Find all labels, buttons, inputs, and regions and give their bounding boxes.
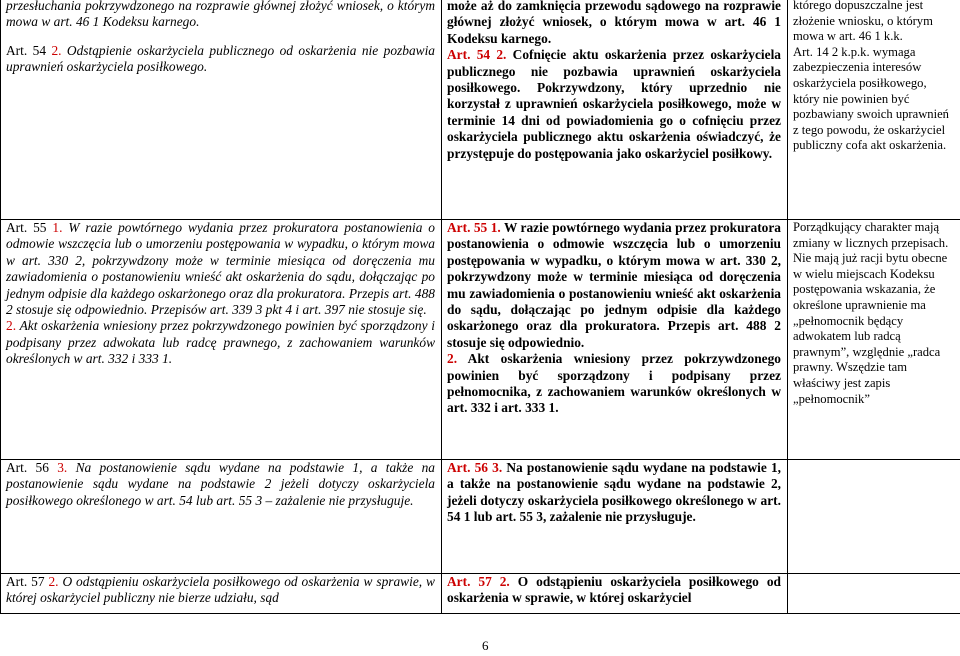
table-row: [1, 460, 960, 574]
text-run: Akt oskarżenia wniesiony przez pokrzywdzonego powinien być sporządzony i podpisany przez pełnomocnika, z zachowaniem warunków określonych w art. 332 i art. 333 1.: [447, 351, 781, 416]
text-run: przesłuchania pokrzywdzonego na rozprawie głównej złożyć wniosek, o którym mowa w art. 46 1 Kodeksu karnego.: [6, 0, 435, 30]
text-run: W razie powtórnego wydania przez prokuratora postanowienia o odmowie wszczęcia lub o umorzeniu postępowania w wypadku, o którym mowa w art. 330 2, pokrzywdzony może w terminie miesiąca od doręczenia mu zawiadomienia o postanowieniu wnieść akt oskarżenia do sądu, dołączając po jednym odpisie dla każdego oskarżonego oraz dla prokuratora. Przepis art. 488 2 stosuje się odpowiednio. Przepisów art. 339 3 pkt 4 i art. 397 nie stosuje się.: [6, 220, 435, 318]
text-run: Art. 54: [447, 47, 497, 63]
paragraph: [793, 45, 954, 154]
current-text-cell: [1, 574, 442, 614]
text-run: 2.: [447, 351, 458, 367]
text-run: Art. 57: [447, 574, 500, 589]
text-run: 1.: [52, 220, 63, 235]
paragraph: [793, 0, 954, 45]
text-run: Cofnięcie aktu oskarżenia przez oskarżyciela publicznego nie pozbawia uprawnień oskarżyciela posiłkowego. Pokrzywdzony, który uprzednio nie korzystał z uprawnień oskarżyciela posiłkowego, może w terminie 14 dni od powiadomienia go o cofnięciu przez oskarżyciela publicznego aktu oskarżenia oświadczyć, że przystępuje do postępowania jako oskarżyciel posiłkowy.: [447, 47, 781, 161]
paragraph: [447, 574, 781, 607]
paragraph: [6, 460, 435, 509]
current-text-cell: [1, 220, 442, 460]
text-run: 3.: [57, 460, 68, 475]
text-run: 2.: [51, 42, 62, 58]
paragraph: [447, 351, 781, 417]
proposed-text-cell: [442, 460, 788, 574]
paragraph: [6, 220, 435, 318]
text-run: W razie powtórnego wydania przez prokuratora postanowienia o odmowie wszczęcia lub o umorzeniu postępowania w wypadku, o którym mowa w art. 330 2, pokrzywdzony może w terminie miesiąca od doręczenia mu zawiadomienia o postanowieniu wnieść akt oskarżenia do sądu, dołączając po jednym odpisie dla każdego oskarżonego oraz dla prokuratora. Przepis art. 488 2 stosuje się odpowiednio.: [447, 220, 781, 350]
text-run: 2.: [6, 318, 17, 334]
text-run: Art. 55: [6, 220, 53, 235]
text-run: O odstąpieniu oskarżyciela posiłkowego od oskarżenia w sprawie, w której oskarżyciel: [447, 574, 781, 606]
proposed-text-cell: [442, 220, 788, 460]
justification-cell: [788, 574, 960, 614]
current-text-cell: [1, 460, 442, 574]
text-run: Art. 56: [447, 460, 493, 475]
text-run: może aż do zamknięcia przewodu sądowego na rozprawie głównej złożyć wniosek, o którym mowa w art. 46 1 Kodeksu karnego.: [447, 0, 781, 46]
paragraph: [447, 47, 781, 162]
paragraph: [793, 220, 954, 407]
table-row: [1, 574, 960, 614]
text-run: Art. 14 2 k.p.k. wymaga zabezpieczenia interesów oskarżyciela posiłkowego, który nie powinien być pozbawiany swoich uprawnień z tego powodu, że oskarżyciel publiczny cofa akt oskarżenia.: [793, 44, 949, 153]
current-text-cell: [1, 0, 442, 220]
text-run: Na postanowienie sądu wydane na podstawie 1, a także na postanowienie sądu wydane na podstawie 2, jeżeli dotyczy oskarżyciela posiłkowego określonego w art. 54 1 lub art. 55 3, zażalenie nie przysługuje.: [447, 460, 781, 525]
text-run: 3.: [492, 460, 503, 475]
text-run: Art. 56: [6, 460, 58, 475]
paragraph: [447, 220, 781, 351]
justification-cell: [788, 220, 960, 460]
paragraph: [447, 460, 781, 526]
page-number: 6: [482, 638, 489, 653]
text-run: 2.: [499, 574, 510, 589]
text-run: Porządkujący charakter mają zmiany w licznych przepisach. Nie mają już racji bytu obecne w wielu miejscach Kodeksu postępowania wskazania, że określone uprawnienie ma „pełnomocnik będący adwokatem lub radcą prawnym”, względnie „radca prawny. Wszędzie tam właściwy jest zapis „pełnomocnik”: [793, 220, 949, 406]
text-run: Odstąpienie oskarżyciela publicznego od oskarżenia nie pozbawia uprawnień oskarżyciela posiłkowego.: [6, 42, 435, 75]
text-run: Art. 57: [6, 574, 49, 589]
justification-cell: [788, 460, 960, 574]
text-run: O odstąpieniu oskarżyciela posiłkowego od oskarżenia w sprawie, w której oskarżyciel publiczny nie bierze udziału, sąd: [6, 574, 435, 606]
text-run: 1.: [490, 220, 501, 235]
justification-cell: [788, 0, 960, 220]
proposed-text-cell: [442, 0, 788, 220]
text-run: Art. 54: [6, 42, 52, 58]
text-run: Akt oskarżenia wniesiony przez pokrzywdzonego powinien być sporządzony i podpisany przez adwokata lub radcę prawnego, z zachowaniem warunków określonych w art. 332 i 333 1.: [6, 318, 435, 367]
text-run: 2.: [48, 574, 59, 589]
paragraph: [6, 43, 435, 76]
text-run: Art. 55: [447, 220, 491, 235]
proposed-text-cell: [442, 574, 788, 614]
text-run: którego dopuszczalne jest złożenie wniosku, o którym mowa w art. 46 1 k.k.: [793, 0, 933, 44]
paragraph: [6, 0, 435, 31]
table-row: [1, 220, 960, 460]
text-run: Na postanowienie sądu wydane na podstawie 1, a także na postanowienie sądu wydane na podstawie 2 jeżeli dotyczy oskarżyciela posiłkowego określonego w art. 54 lub art. 55 3 – zażalenie nie przysługuje.: [6, 460, 435, 508]
paragraph: [447, 0, 781, 47]
paragraph: [6, 574, 435, 607]
paragraph-gap: [6, 31, 435, 43]
table-row: [1, 0, 960, 220]
paragraph: [6, 318, 435, 367]
text-run: 2.: [496, 47, 507, 63]
